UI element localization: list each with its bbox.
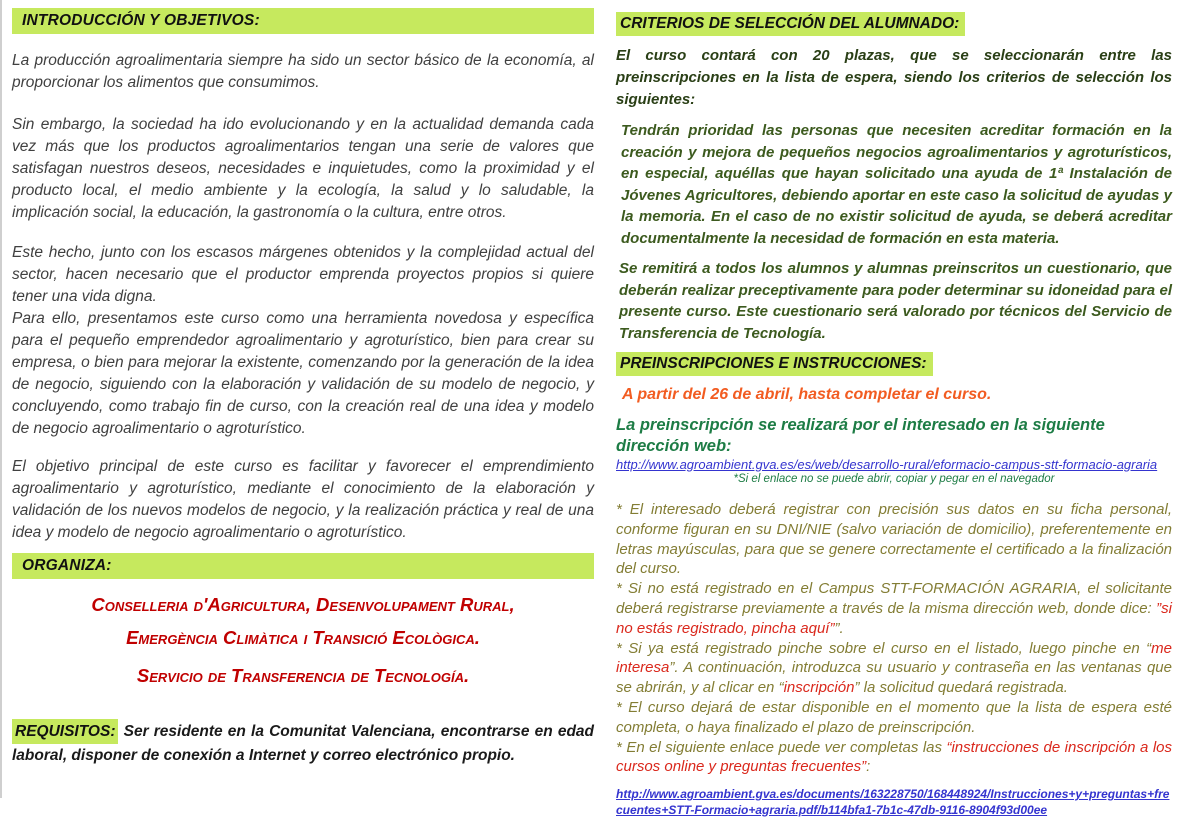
instruction-text: * En el siguiente enlace puede ver completas las — [616, 738, 947, 756]
link-copy-note: *Si el enlace no se puede abrir, copiar y pegar en el navegador — [733, 473, 1055, 485]
instruction-text: * El curso dejará de estar disponible en el momento que la lista de espera esté completa, o haya finalizado el plazo de preinscripción. — [616, 698, 1172, 736]
intro-paragraph-5: El objetivo principal de este curso es facilitar y favorecer el emprendimiento agroalimentario y agroturístico, mediante el conocimiento de la elaboración y validación de los nuevos modelos de negocio, y la realización práctica y real de una idea y modelo de negocio agroalimentario o agroturístico. — [12, 458, 594, 541]
intro-paragraph-4: Para ello, presentamos este curso como una herramienta novedosa y específica para el pequeño emprendedor agroalimentario y agroturístico, bien para crear su empresa, o bien para mejorar la existente, comenzando por la generación de la idea de negocio, siguiendo con la elaboración y validación de su modelo de negocio, y concluyendo, como trabajo fin de curso, con la creación real de una idea y modelo de negocio agroalimentario o agroturístico. — [12, 310, 594, 437]
instruction-highlighted-phrase: me interesa — [616, 639, 1172, 677]
requisitos-text: Ser residente en la Comunitat Valenciana, encontrarse en edad laboral, disponer de conexión a Internet y correo electrónico propio. — [12, 723, 594, 764]
organizer-line: Emergència Climàtica i Transició Ecològica. — [126, 627, 480, 648]
organizer-line: Servicio de Transferencia de Tecnología. — [136, 665, 470, 686]
requisitos-paragraph — [12, 719, 594, 767]
intro-objetivos-header: INTRODUCCIÓN Y OBJETIVOS: — [12, 8, 594, 34]
instruction-highlighted-phrase: ”si no estás registrado, pincha aquí” — [616, 599, 1172, 637]
instruction-highlighted-phrase: inscripción — [783, 679, 855, 697]
web-address-intro: La preinscripción se realizará por el interesado en la siguiente dirección web: — [616, 416, 1105, 455]
instruction-text: * El interesado deberá registrar con precisión sus datos en su ficha personal, conforme figuran en su DNI/NIE (salvo variación de domicilio), preferentemente en letras mayúsculas, para que se genere correctamente el certificado a la finalización del curso. — [616, 501, 1172, 578]
preinscription-link[interactable]: http://www.agroambient.gva.es/es/web/desarrollo-rural/eformacio-campus-stt-formacio-agraria — [616, 457, 1158, 472]
preinscripciones-header: PREINSCRIPCIONES E INSTRUCCIONES: — [616, 352, 933, 376]
criterios-header: CRITERIOS DE SELECCIÓN DEL ALUMNADO: — [616, 12, 965, 36]
instruction-text: ”. A continuación, introduzca su usuario y contraseña en las ventanas que se abrirán, y al clicar en “ — [616, 659, 1172, 697]
organizer-line: Conselleria d'Agricultura, Desenvolupament Rural, — [91, 594, 515, 615]
enrollment-date-text: A partir del 26 de abril, hasta completar el curso. — [622, 386, 992, 403]
organizer-names — [12, 593, 594, 688]
instruction-text: * Si ya está registrado pinche sobre el curso en el listado, luego pinche en “ — [616, 639, 1152, 657]
right-column — [616, 8, 1172, 817]
instruction-item — [616, 639, 1172, 698]
instructions-list — [616, 500, 1172, 777]
criterios-paragraph-1: El curso contará con 20 plazas, que se seleccionarán entre las preinscripciones en la lista de espera, siendo los criterios de selección los siguientes: — [616, 47, 1172, 108]
instruction-text: ” la solicitud quedará registrada. — [854, 679, 1068, 697]
instruction-text: ”. — [834, 619, 844, 637]
criterios-paragraph-2: Tendrán prioridad las personas que necesiten acreditar formación en la creación y mejora de pequeños negocios agroalimentarios y agroturísticos, en especial, aquéllas que hayan solicitado una ayuda de 1ª Instalación de Jóvenes Agricultores, debiendo aportar en este caso la solicitud de ayudas y la memoria. En el caso de no existir solicitud de ayuda, se deberá acreditar documentalmente la necesidad de formación en esta materia. — [621, 122, 1172, 247]
intro-paragraph-2: Sin embargo, la sociedad ha ido evolucionando y en la actualidad demanda cada vez más que los productos agroalimentarios tengan una serie de valores que satisfagan nuestros deseos, necesidades e inquietudes, como la proximidad y el producto local, el medio ambiente y la ecología, la salud y lo saludable, la implicación social, la educación, la gastronomía o la cultura, entre otros. — [12, 116, 594, 221]
criterios-paragraph-3: Se remitirá a todos los alumnos y alumnas preinscritos un cuestionario, que deberán realizar preceptivamente para poder determinar su idoneidad para el presente curso. Este cuestionario será valorado por técnicos del Servicio de Transferencia de Tecnología. — [619, 260, 1172, 342]
intro-paragraph-3: Este hecho, junto con los escasos márgenes obtenidos y la complejidad actual del sector, hacen necesario que el productor emprenda proyectos propios si quiere tener una vida digna. — [12, 244, 594, 305]
left-column — [12, 8, 594, 792]
requisitos-label: REQUISITOS: — [12, 719, 118, 744]
instruction-item — [616, 738, 1172, 778]
instruction-item — [616, 500, 1172, 579]
instruction-item — [616, 579, 1172, 638]
instruction-item — [616, 698, 1172, 738]
intro-paragraph-1: La producción agroalimentaria siempre ha sido un sector básico de la economía, al proporcionar los alimentos que consumimos. — [12, 52, 594, 91]
instruction-text: : — [866, 758, 871, 776]
instruction-text: * Si no está registrado en el Campus STT-FORMACIÓN AGRARIA, el solicitante deberá registrarse previamente a través de la misma dirección web, donde dice: — [616, 580, 1172, 617]
instruction-highlighted-phrase: “instrucciones de inscripción a los cursos online y preguntas frecuentes” — [616, 738, 1172, 776]
organiza-header: ORGANIZA: — [12, 553, 594, 579]
instructions-pdf-link[interactable]: http://www.agroambient.gva.es/documents/163228750/168448924/Instrucciones+y+preguntas+frecuentes+STT-Formacio+agraria.pdf/b114bfa1-7b1c-47db-9116-8904f93d00ee — [616, 787, 1170, 817]
